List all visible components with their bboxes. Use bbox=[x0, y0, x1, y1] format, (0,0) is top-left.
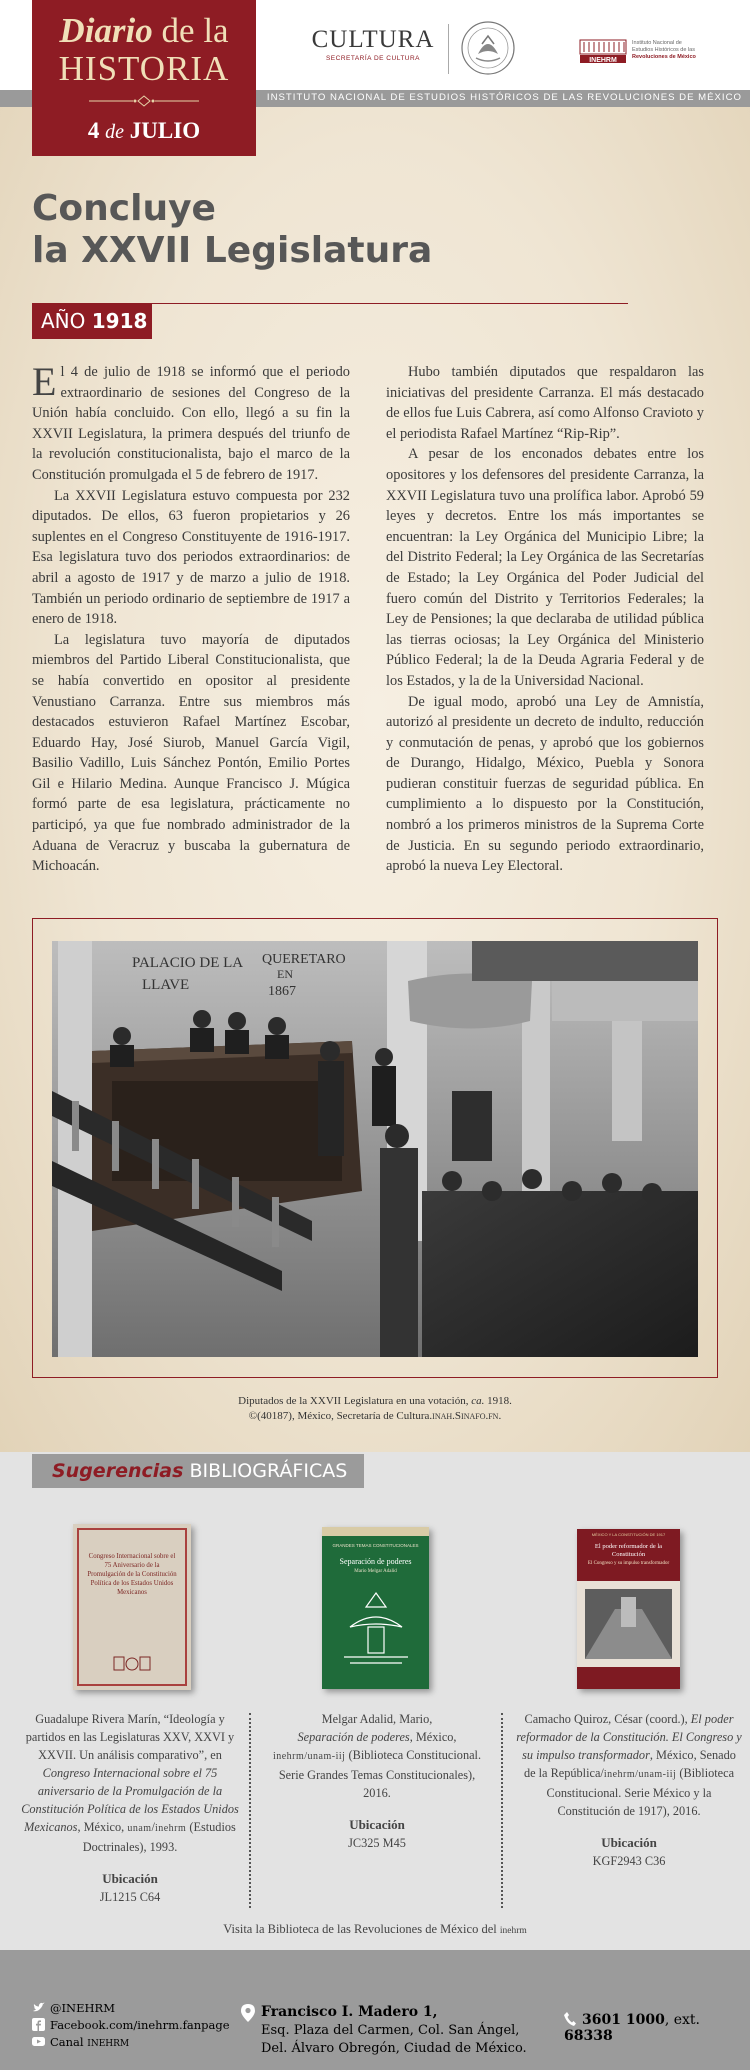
cultura-logo bbox=[308, 26, 438, 62]
photo-caption bbox=[0, 1394, 750, 1424]
paragraph-4: Hubo también diputados que respaldaron las iniciativas del presidente Carranza. El más destacado de ellos fue Luis Cabrera, así como Alfonso Cravioto y el periodista Rafael Martínez “Rip-Rip”. bbox=[386, 364, 704, 442]
twitter-icon bbox=[32, 2001, 45, 2014]
banner-date: 4 de JULIO bbox=[87, 118, 201, 143]
book-cover-3[interactable] bbox=[577, 1529, 680, 1689]
article-title: Concluye la XXVII Legislatura bbox=[32, 188, 433, 271]
book2-cover-author: Mario Melgar Adalid bbox=[354, 1569, 397, 1574]
book3-cover-title: El poder reformador de la Constitución bbox=[594, 1543, 663, 1558]
book2-series: GRANDES TEMAS CONSTITUCIONALES bbox=[332, 1543, 419, 1548]
cultura-name: CULTURA bbox=[311, 26, 435, 53]
bibliography-entry-1 bbox=[18, 1710, 242, 1906]
call-number-2: JC325 M45 bbox=[348, 1836, 406, 1850]
cultura-sub: SECRETARÍA DE CULTURA bbox=[325, 55, 421, 62]
book-cover-1[interactable] bbox=[73, 1524, 191, 1690]
institute-name: INSTITUTO NACIONAL DE ESTUDIOS HISTÓRICOS DE LAS REVOLUCIONES DE MÉXICO bbox=[266, 92, 742, 103]
dropcap: E bbox=[32, 359, 57, 404]
bibliography-entry-2 bbox=[270, 1710, 484, 1852]
year-badge: AÑO 1918 bbox=[32, 304, 152, 339]
bib1-text: Guadalupe Rivera Marín, “Ideología y partidos en las Legislaturas XXV, XXVI y XXVII. Un análisis comparativo”, en Congreso Internacional sobre el 75 aniversario de la Promulgación de la Constitución Política de los Estados Unidos Mexicanos, México, unam/inehrm (Estudios Doctrinales), 1993. bbox=[21, 1712, 239, 1854]
footer-address: Francisco I. Madero 1, Esq. Plaza del Carmen, Col. San Ángel, Del. Álvaro Obregón, Ciudad de México. bbox=[261, 2004, 527, 2056]
paragraph-1: El 4 de julio de 1918 se informó que el periodo extraordinario de sesiones del Congreso de la Unión había concluido. Con ello, llegó a su fin la XXVII Legislatura, la primera después del triunfo de la revolución constitucionalista, bajo el marco de la Constitución promulgada el 5 de febrero de 1917. bbox=[32, 359, 350, 483]
footer-phone[interactable]: 3601 1000, ext. 68338 bbox=[564, 2012, 700, 2044]
book3-series: MÉXICO Y LA CONSTITUCIÓN DE 1917 bbox=[591, 1532, 666, 1537]
divider-2 bbox=[501, 1713, 503, 1908]
location-label-2: Ubicación bbox=[349, 1817, 405, 1832]
paragraph-3: La legislatura tuvo mayoría de diputados miembros del Partido Liberal Constitucionalista, que se había convertido en opositor al presidente Venustiano Carranza. Entre sus miembros más destacados estuvieron Rafael Martínez Escobar, Eduardo Hay, José Siurob, Manuel García Vigil, Basilio Vadillo, Luis Sánchez Pontón, Emilio Portes Gil e Hilario Medina. Aunque Francisco J. Múgica formó parte de esa legislatura, prácticamente no participó, ya que fue nombrado administrador de la Aduana de Veracruz y buscaba la gubernatura de Michoacán. bbox=[32, 631, 350, 875]
svg-text:1867: 1867 bbox=[268, 984, 296, 999]
svg-text:PALACIO DE LA: PALACIO DE LA bbox=[132, 955, 244, 971]
inehrm-building-icon bbox=[578, 37, 628, 64]
article-column-right bbox=[386, 362, 704, 877]
photo-frame bbox=[32, 918, 718, 1378]
book2-illustration-icon bbox=[340, 1587, 412, 1667]
banner-line2: HISTORIA bbox=[58, 49, 230, 88]
facebook-link[interactable]: Facebook.com/inehrm.fanpage bbox=[32, 2018, 230, 2032]
ornament-icon bbox=[87, 95, 201, 107]
inehrm-logo bbox=[578, 37, 698, 65]
paragraph-5: A pesar de los enconados debates entre los opositores y los defensores del presidente Carranza, la XXVII Legislatura tuvo una prolífica labor. Aprobó 59 leyes y decretos. Entre los más importantes se encuentran: la Ley Orgánica del Municipio Libre; la del Distrito Federal; la Ley Orgánica de las Secretarías de Estado; la Ley Orgánica del Poder Judicial del fuero común del Distrito y Territorios Federales; la Ley de Pensiones; la que declaraba de utilidad pública las tierras ociosas; la Ley Orgánica del Ministerio Público Federal; la de la Deuda Agraria Federal y de los Estados, y la de la Universidad Nacional. bbox=[386, 446, 704, 689]
caption-line1: Diputados de la XXVII Legislatura en una votación, ca. 1918. bbox=[238, 1395, 512, 1407]
twitter-link[interactable]: @INEHRM bbox=[32, 2001, 115, 2015]
bib3-text: Camacho Quiroz, César (coord.), El poder reformador de la Constitución. El Congreso y su impulso transformador, México, Senado de la República/inehrm/unam-iij (Biblioteca Constitucional. Serie México y la Constitución de 1917), 2016. bbox=[516, 1712, 742, 1818]
paragraph-2: La XXVII Legislatura estuvo compuesta por 232 diputados. De ellos, 63 fueron propietarios y 26 suplentes en el Congreso Constituyente de 1916-1917. Esa legislatura tuvo dos periodos extraordinarios: de abril a agosto de 1917 y de marzo a julio de 1918. También un periodo ordinario de septiembre de 1917 a enero de 1918. bbox=[32, 487, 350, 628]
phone-icon bbox=[564, 2012, 576, 2026]
visit-library-text: Visita la Biblioteca de las Revoluciones de México del inehrm bbox=[223, 1922, 527, 1936]
national-seal-icon bbox=[460, 20, 516, 76]
facebook-icon bbox=[32, 2018, 45, 2031]
banner-line1: Diario de la bbox=[59, 11, 229, 50]
title-banner bbox=[32, 0, 256, 156]
svg-text:INEHRM: INEHRM bbox=[589, 57, 617, 64]
svg-text:EN: EN bbox=[277, 967, 293, 981]
divider-1 bbox=[249, 1713, 251, 1908]
book3-cover-sub: El Congreso y su impulso transformador bbox=[587, 1561, 670, 1566]
caption-line2: ©(40187), México, Secretaría de Cultura.inah.Sinafo.fn. bbox=[248, 1410, 502, 1422]
inehrm-full-name: Instituto Nacional de Estudios Históricos de las Revoluciones de México bbox=[632, 40, 696, 60]
location-label-1: Ubicación bbox=[102, 1871, 158, 1886]
book2-cover-title: Separación de poderes bbox=[339, 1557, 412, 1566]
call-number-1: JL1215 C64 bbox=[99, 1890, 161, 1904]
suggestions-title: Sugerencias BIBLIOGRÁFICAS bbox=[32, 1454, 364, 1488]
book3-photo-icon bbox=[585, 1589, 672, 1659]
book1-logos-icon bbox=[113, 1656, 151, 1672]
svg-text:QUERETARO: QUERETARO bbox=[262, 952, 346, 967]
article-column-left bbox=[32, 359, 350, 877]
chamber-vote-image bbox=[52, 941, 698, 1357]
book-cover-2[interactable] bbox=[322, 1527, 429, 1689]
youtube-icon bbox=[32, 2035, 45, 2048]
book1-cover-title: Congreso Internacional sobre el 75 Aniversario de la Promulgación de la Constitución Política de los Estados Unidos Mexicanos bbox=[87, 1553, 177, 1596]
historical-photo bbox=[52, 941, 698, 1357]
paragraph-6: De igual modo, aprobó una Ley de Amnistía, autorizó al presidente un decreto de indulto, reducción y conmutación de penas, y aprobó que los gobiernos de Durango, Hidalgo, México, Puebla y Sonora pudieran constituir fuerzas de seguridad pública. En cumplimiento a lo dispuesto por la Constitución, nombró a los primeros ministros de la Suprema Corte de Justicia. En su segundo periodo extraordinario, aprobó la nueva Ley Electoral. bbox=[386, 693, 704, 875]
youtube-link[interactable]: Canal INEHRM bbox=[32, 2035, 129, 2051]
location-pin-icon bbox=[241, 2004, 255, 2022]
call-number-3: KGF2943 C36 bbox=[592, 1854, 666, 1868]
location-label-3: Ubicación bbox=[601, 1835, 657, 1850]
bib2-text: Melgar Adalid, Mario, Separación de poderes, México, inehrm/unam-iij (Biblioteca Constitucional. Serie Grandes Temas Constitucionales), 2016. bbox=[272, 1712, 482, 1800]
bibliography-entry-3 bbox=[515, 1710, 743, 1870]
logo-divider bbox=[448, 24, 449, 74]
svg-text:LLAVE: LLAVE bbox=[142, 977, 190, 993]
